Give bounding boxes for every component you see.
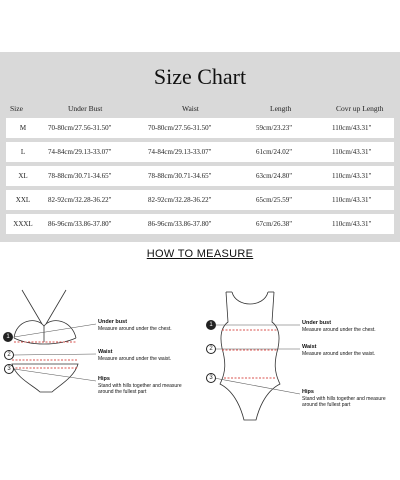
header-length: Length bbox=[270, 104, 292, 113]
cell-waist: 78-88cm/30.71-34.65" bbox=[148, 172, 212, 180]
header-cover-up: Covr up Length bbox=[336, 104, 384, 113]
label-desc: Measure around under the waist. bbox=[98, 355, 172, 362]
cell-size: XXL bbox=[15, 196, 31, 204]
cell-under-bust: 74-84cm/29.13-33.07" bbox=[48, 148, 112, 156]
measure-figures bbox=[0, 268, 400, 480]
label-desc: Measure around under the waist. bbox=[302, 350, 376, 357]
cell-waist: 70-80cm/27.56-31.50" bbox=[148, 124, 212, 132]
cell-length: 65cm/25.59" bbox=[256, 196, 293, 204]
cell-cover-up: 110cm/43.31" bbox=[332, 148, 372, 156]
bikini-label-under-bust bbox=[98, 319, 198, 332]
label-title: Waist bbox=[302, 344, 317, 350]
table-row bbox=[6, 118, 394, 138]
cell-length: 61cm/24.02" bbox=[256, 148, 293, 156]
bikini-label-hips bbox=[98, 376, 198, 395]
onepiece-figure bbox=[220, 292, 280, 420]
marker-2-onepiece: 2 bbox=[206, 344, 216, 354]
cell-length: 67cm/26.38" bbox=[256, 220, 293, 228]
marker-2-bikini: 2 bbox=[4, 350, 14, 360]
cell-under-bust: 78-88cm/30.71-34.65" bbox=[48, 172, 112, 180]
onepiece-pointers bbox=[214, 325, 300, 394]
cell-waist: 74-84cm/29.13-33.07" bbox=[148, 148, 212, 156]
cell-cover-up: 110cm/43.31" bbox=[332, 124, 372, 132]
cell-waist: 82-92cm/32.28-36.22" bbox=[148, 196, 212, 204]
header-waist: Waist bbox=[182, 104, 199, 113]
cell-size: L bbox=[20, 148, 26, 156]
bikini-label-waist bbox=[98, 349, 198, 362]
label-desc: Measure around under the chest. bbox=[98, 325, 172, 332]
label-desc: Measure around under the chest. bbox=[302, 326, 376, 333]
cell-cover-up: 110cm/43.31" bbox=[332, 196, 372, 204]
onepiece-label-waist bbox=[302, 344, 398, 357]
cell-under-bust: 70-80cm/27.56-31.50" bbox=[48, 124, 112, 132]
label-title: Waist bbox=[98, 349, 113, 355]
cell-cover-up: 110cm/43.31" bbox=[332, 220, 372, 228]
onepiece-measure-lines bbox=[222, 330, 278, 378]
cell-length: 63cm/24.80" bbox=[256, 172, 293, 180]
table-row bbox=[6, 190, 394, 210]
table-body bbox=[6, 118, 394, 238]
cell-under-bust: 82-92cm/32.28-36.22" bbox=[48, 196, 112, 204]
cell-size: XXXL bbox=[13, 220, 33, 228]
marker-1-bikini: 1 bbox=[3, 332, 13, 342]
onepiece-label-hips bbox=[302, 389, 398, 408]
label-title: Hips bbox=[302, 389, 314, 395]
label-title: Under bust bbox=[98, 319, 128, 325]
marker-1-onepiece: 1 bbox=[206, 320, 216, 330]
marker-3-onepiece: 3 bbox=[206, 373, 216, 383]
label-title: Under bust bbox=[302, 320, 332, 326]
marker-3-bikini: 3 bbox=[4, 364, 14, 374]
bikini-pointers bbox=[14, 324, 96, 381]
onepiece-label-under-bust bbox=[302, 320, 398, 333]
cell-waist: 86-96cm/33.86-37.80" bbox=[148, 220, 212, 228]
table-row bbox=[6, 142, 394, 162]
table-row bbox=[6, 214, 394, 234]
cell-length: 59cm/23.23" bbox=[256, 124, 293, 132]
label-title: Hips bbox=[98, 376, 110, 382]
header-under-bust: Under Bust bbox=[68, 104, 103, 113]
how-to-measure-title: HOW TO MEASURE bbox=[146, 248, 254, 260]
table-row bbox=[6, 166, 394, 186]
cell-size: M bbox=[19, 124, 27, 132]
label-desc: Stand with hills together and measure around the fullest part bbox=[98, 382, 182, 396]
cell-size: XL bbox=[18, 172, 28, 180]
chart-title: Size Chart bbox=[153, 64, 247, 89]
cell-under-bust: 86-96cm/33.86-37.80" bbox=[48, 220, 112, 228]
table-header bbox=[0, 102, 400, 118]
cell-cover-up: 110cm/43.31" bbox=[332, 172, 372, 180]
label-desc: Stand with hills together and measure around the fullest part bbox=[302, 395, 386, 409]
header-size: Size bbox=[10, 104, 23, 113]
